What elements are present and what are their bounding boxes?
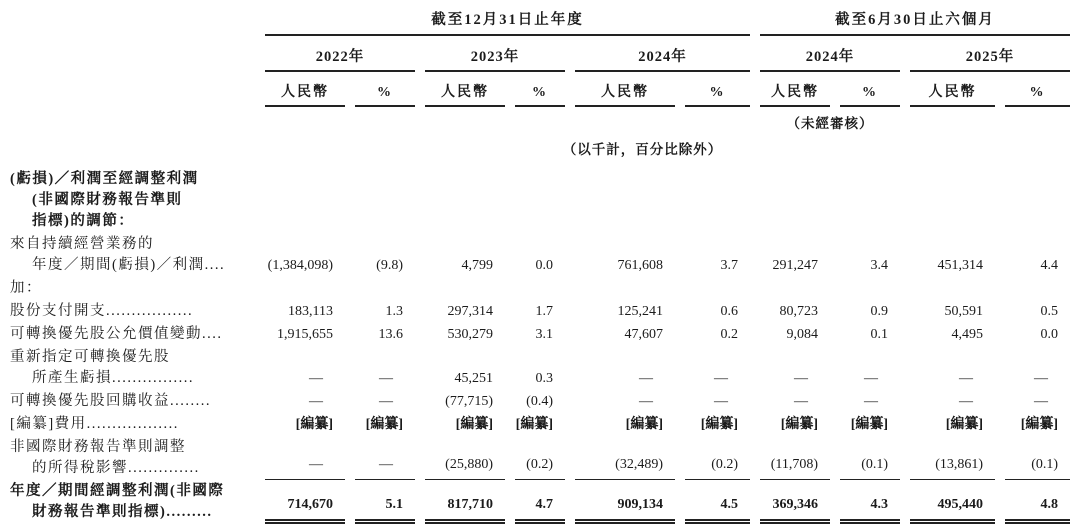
- value-cell: [265, 168, 345, 233]
- row-label: 可轉換優先股回購收益........: [10, 393, 211, 409]
- col-header-rmb: 人民幣: [265, 72, 345, 107]
- value-cell: [編纂]: [625, 417, 663, 432]
- table-body: [10, 168, 1070, 524]
- value-cell: [910, 168, 995, 233]
- value-cell: 3.7: [720, 258, 739, 273]
- value-cell: [515, 168, 565, 233]
- col-header-rmb: 人民幣: [760, 72, 830, 107]
- value-cell: [685, 277, 750, 300]
- table-row: [10, 346, 1070, 390]
- value-cell: 4,495: [951, 327, 984, 342]
- table-row: [10, 390, 1070, 413]
- unaudited-row: [10, 107, 1070, 134]
- col-header-rmb: 人民幣: [575, 72, 675, 107]
- value-cell: —: [639, 371, 653, 386]
- table-row: [10, 413, 1070, 436]
- value-cell: [編纂]: [365, 417, 403, 432]
- value-cell: —: [309, 371, 323, 386]
- col-header-pct: %: [355, 72, 415, 107]
- col-header-rmb: 人民幣: [425, 72, 505, 107]
- value-cell: 0.2: [720, 327, 739, 342]
- value-cell: [編纂]: [295, 417, 333, 432]
- value-cell: 297,314: [447, 304, 493, 319]
- value-cell: [910, 277, 995, 300]
- period-group-row: [10, 0, 1070, 36]
- value-cell: [425, 168, 505, 233]
- value-cell: 0.9: [870, 304, 889, 319]
- value-cell: 3.1: [535, 327, 553, 342]
- value-cell: —: [714, 371, 729, 386]
- value-cell: —: [265, 436, 345, 480]
- value-cell: [760, 277, 830, 300]
- row-label: 年度／期間經調整利潤(非國際 財務報告準則指標).........: [10, 483, 225, 520]
- col-header-pct: %: [515, 72, 565, 107]
- table-row: [10, 480, 1070, 524]
- units-note: （以千計，百分比除外）: [562, 142, 723, 157]
- col-header-rmb: 人民幣: [910, 72, 995, 107]
- year-header-row: [10, 36, 1070, 72]
- value-cell: 4.4: [1040, 258, 1059, 273]
- value-cell: —: [794, 371, 809, 386]
- value-cell: 369,346: [760, 480, 830, 524]
- value-cell: [355, 168, 415, 233]
- value-cell: 45,251: [454, 371, 493, 386]
- year-header-2024-interim: 2024年: [760, 36, 900, 72]
- table-row: [10, 436, 1070, 480]
- value-cell: 1.3: [385, 304, 403, 319]
- value-cell: [編纂]: [945, 417, 984, 432]
- value-cell: —: [1034, 371, 1049, 386]
- value-cell: [1005, 168, 1070, 233]
- value-cell: [760, 168, 830, 233]
- year-header-2024: 2024年: [575, 36, 750, 72]
- value-cell: —: [1034, 394, 1049, 409]
- value-cell: 909,134: [575, 480, 675, 524]
- value-cell: 4.3: [840, 480, 900, 524]
- value-cell: (0.4): [526, 394, 553, 409]
- value-cell: —: [864, 371, 879, 386]
- value-cell: 1,915,655: [277, 327, 333, 342]
- value-cell: (9.8): [376, 258, 403, 273]
- value-cell: —: [794, 394, 809, 409]
- value-cell: 0.6: [720, 304, 739, 319]
- value-cell: (25,880): [425, 436, 505, 480]
- value-cell: 4.7: [515, 480, 565, 524]
- year-header-2025-interim: 2025年: [910, 36, 1070, 72]
- value-cell: 451,314: [937, 258, 984, 273]
- value-cell: [355, 277, 415, 300]
- value-cell: (32,489): [575, 436, 675, 480]
- unaudited-note: （未經審核）: [786, 116, 874, 131]
- subcol-header-row: [10, 72, 1070, 107]
- value-cell: 125,241: [617, 304, 663, 319]
- table-row: [10, 233, 1070, 277]
- row-label: 股份支付開支.................: [10, 303, 194, 319]
- value-cell: (0.2): [515, 436, 565, 480]
- row-label: 來自持續經營業務的 年度／期間(虧損)／利潤....: [10, 236, 226, 273]
- row-label: 非國際財務報告準則調整 的所得稅影響..............: [10, 439, 200, 476]
- year-header-2022: 2022年: [265, 36, 415, 72]
- value-cell: 3.4: [870, 258, 889, 273]
- value-cell: [515, 277, 565, 300]
- value-cell: [840, 277, 900, 300]
- value-cell: 9,084: [786, 327, 819, 342]
- col-header-pct: %: [840, 72, 900, 107]
- value-cell: [編纂]: [700, 417, 739, 432]
- value-cell: 0.1: [870, 327, 889, 342]
- value-cell: 80,723: [779, 304, 819, 319]
- value-cell: 50,591: [944, 304, 984, 319]
- value-cell: 0.0: [535, 258, 553, 273]
- value-cell: [編纂]: [515, 417, 553, 432]
- value-cell: [1005, 277, 1070, 300]
- value-cell: 714,670: [265, 480, 345, 524]
- col-header-pct: %: [685, 72, 750, 107]
- period-group-annual: 截至12月31日止年度: [265, 0, 750, 36]
- value-cell: 0.5: [1040, 304, 1059, 319]
- value-cell: 0.3: [535, 371, 553, 386]
- value-cell: —: [355, 436, 415, 480]
- row-label: 重新指定可轉換優先股 所產生虧損................: [10, 349, 194, 386]
- value-cell: 817,710: [425, 480, 505, 524]
- value-cell: 1.7: [535, 304, 553, 319]
- value-cell: 530,279: [447, 327, 493, 342]
- value-cell: 5.1: [355, 480, 415, 524]
- value-cell: 0.0: [1040, 327, 1059, 342]
- table-row: [10, 277, 1070, 300]
- value-cell: [685, 168, 750, 233]
- col-header-pct: %: [1005, 72, 1070, 107]
- row-label: 可轉換優先股公允價值變動....: [10, 326, 223, 342]
- table-row: [10, 168, 1070, 233]
- value-cell: [840, 168, 900, 233]
- value-cell: —: [379, 371, 393, 386]
- value-cell: [575, 277, 675, 300]
- row-label: (虧損)／利潤至經調整利潤 (非國際財務報告準則 指標)的調節：: [10, 171, 199, 229]
- value-cell: 183,113: [288, 304, 333, 319]
- value-cell: —: [714, 394, 729, 409]
- value-cell: 13.6: [378, 327, 403, 342]
- value-cell: (11,708): [760, 436, 830, 480]
- value-cell: [編纂]: [455, 417, 493, 432]
- value-cell: [575, 168, 675, 233]
- value-cell: 761,608: [617, 258, 663, 273]
- year-header-2023: 2023年: [425, 36, 565, 72]
- value-cell: 291,247: [772, 258, 819, 273]
- value-cell: 495,440: [910, 480, 995, 524]
- value-cell: 4,799: [461, 258, 493, 273]
- corner-blank: [10, 0, 255, 36]
- value-cell: (1,384,098): [267, 258, 333, 273]
- value-cell: (0.1): [1005, 436, 1070, 480]
- value-cell: —: [379, 394, 393, 409]
- value-cell: 4.5: [685, 480, 750, 524]
- value-cell: —: [864, 394, 879, 409]
- value-cell: [編纂]: [1020, 417, 1059, 432]
- value-cell: 4.8: [1005, 480, 1070, 524]
- value-cell: (0.1): [840, 436, 900, 480]
- value-cell: —: [959, 371, 974, 386]
- period-group-interim: 截至6月30日止六個月: [760, 0, 1070, 36]
- row-label: [編纂]費用..................: [10, 416, 179, 432]
- value-cell: (13,861): [910, 436, 995, 480]
- value-cell: —: [309, 394, 323, 409]
- row-label: 加：: [10, 280, 42, 296]
- value-cell: [編纂]: [850, 417, 889, 432]
- table-row: [10, 323, 1070, 346]
- value-cell: (0.2): [685, 436, 750, 480]
- value-cell: 47,607: [624, 327, 663, 342]
- value-cell: [425, 277, 505, 300]
- value-cell: [編纂]: [780, 417, 819, 432]
- value-cell: [265, 277, 345, 300]
- units-row: [10, 134, 1070, 164]
- value-cell: (77,715): [445, 394, 493, 409]
- table-row: [10, 300, 1070, 323]
- value-cell: —: [959, 394, 974, 409]
- value-cell: —: [639, 394, 653, 409]
